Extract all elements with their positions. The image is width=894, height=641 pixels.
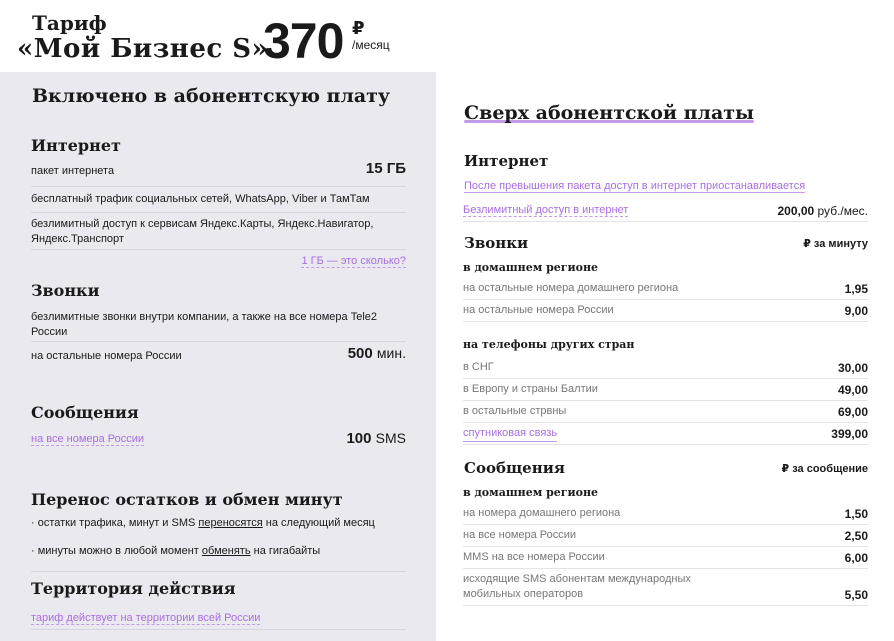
tariff-label: Тариф [32, 11, 107, 35]
calls-home-subtitle: в домашнем регионе [463, 261, 599, 274]
internet-package-value: 15 ГБ [365, 160, 406, 177]
transfer-line-1-text: · остатки трафика, минут и SMS [31, 517, 199, 529]
calls-russia-row [31, 345, 406, 371]
calls-unit-label: ₽ за минуту [803, 238, 868, 250]
price-row-label[interactable]: спутниковая связь [463, 426, 557, 442]
internet-package-row [31, 160, 406, 187]
price-value: 370 [263, 13, 344, 69]
transfer-line-2-tail: на гигабайты [250, 545, 321, 557]
calls-foreign-subtitle: на телефоны других стран [463, 338, 635, 351]
after-limit-link[interactable]: После превышения пакета доступ в интернет приостанавливается [464, 180, 806, 192]
yandex-unlimited-row [31, 217, 406, 250]
internet-package-label: пакет интернета [31, 165, 115, 177]
unlimited-price: 200,00 [777, 204, 815, 218]
price-row-label: в Европу и страны Балтии [463, 383, 598, 395]
yandex-unlimited-label: безлимитный доступ к сервисам Яндекс.Карты, Яндекс.Навигатор, Яндекс.Транспорт [31, 218, 374, 245]
territory-link[interactable]: тариф действует на территории всей России [31, 612, 261, 624]
calls-russia-label: на остальные номера России [31, 350, 182, 362]
extra-internet-title: Интернет [464, 152, 549, 170]
price-row-label: на номера домашнего региона [463, 507, 621, 519]
included-title: Включено в абонентскую плату [32, 85, 391, 107]
included-messages-title: Сообщения [31, 403, 139, 422]
price-row-value: 69,00 [837, 405, 868, 419]
price-row [463, 572, 868, 606]
extra-calls-title: Звонки [464, 234, 529, 252]
calls-minutes-unit: мин. [376, 345, 406, 361]
unlimited-internet-row [463, 203, 868, 222]
transfer-line-2-text: · минуты можно в любой момент [31, 545, 202, 557]
included-panel [0, 72, 436, 641]
sms-number: 100 [346, 430, 372, 447]
price-row-value: 6,00 [844, 551, 868, 565]
included-internet-title: Интернет [31, 136, 121, 155]
transfer-line-1-tail: на следующий месяц [262, 517, 375, 529]
price-row-label: на остальные номера России [463, 304, 614, 316]
unlimited-internet-value [777, 204, 868, 219]
sms-unit: SMS [375, 430, 406, 446]
price-row-value: 30,00 [837, 361, 868, 375]
price-row-value: 399,00 [831, 427, 868, 441]
after-limit-link-wrap [464, 180, 805, 192]
price-row-value: 2,50 [844, 529, 868, 543]
extra-messages-title: Сообщения [464, 459, 565, 477]
price-row-label: на все номера России [463, 529, 577, 541]
tariff-name: «Мой Бизнес S» [17, 34, 269, 64]
extra-title [464, 102, 754, 124]
tele2-unlimited-label: безлимитные звонки внутри компании, а также на все номера Tele2 России [31, 311, 378, 338]
price-period: /месяц [352, 38, 390, 52]
price-row-value: 1,95 [844, 282, 868, 296]
tariff-header [0, 0, 894, 72]
messages-home-subtitle: в домашнем регионе [463, 486, 599, 499]
tele2-unlimited-row [31, 310, 406, 342]
divider [31, 571, 406, 572]
price-row-value: 49,00 [837, 383, 868, 397]
social-traffic-label: бесплатный трафик социальных сетей, WhatsApp, Viber и ТамТам [31, 193, 370, 205]
price-row-value: 9,00 [844, 304, 868, 318]
price-row [463, 404, 868, 423]
calls-russia-value [348, 346, 406, 361]
price-row [463, 281, 868, 300]
price-row [463, 506, 868, 525]
territory-link-wrap [31, 612, 260, 624]
price-row [463, 550, 868, 569]
rollover-link[interactable]: переносятся [198, 517, 263, 529]
gb-help-link[interactable]: 1 ГБ — это сколько? [301, 255, 406, 267]
unlimited-unit: руб./мес. [817, 204, 868, 218]
exchange-link[interactable]: обменять [201, 545, 251, 557]
price-row-label: MMS на все номера России [463, 551, 605, 563]
price-row-label: исходящие SMS абонентам международных мобильных операторов [463, 573, 691, 600]
extra-title-text: Сверх абонентской платы [464, 102, 755, 124]
messages-unit-label: ₽ за сообщение [781, 463, 868, 475]
sms-russia-link[interactable]: на все номера России [31, 433, 145, 445]
price-row [463, 528, 868, 547]
price-row [463, 360, 868, 379]
gb-help-link-wrap [301, 255, 406, 267]
included-calls-title: Звонки [31, 281, 100, 300]
price-row [463, 382, 868, 401]
transfer-line-2 [31, 545, 320, 557]
unlimited-internet-link[interactable]: Безлимитный доступ в интернет [463, 204, 629, 216]
currency-sign: ₽ [352, 18, 365, 38]
sms-russia-value [346, 430, 406, 447]
social-traffic-row [31, 192, 406, 213]
transfer-line-1 [31, 517, 375, 529]
price-row-label: на остальные номера домашнего региона [463, 282, 679, 294]
price-row-label: в остальные стрвны [463, 405, 567, 417]
price-row [463, 303, 868, 322]
sms-russia-link-wrap [31, 433, 144, 445]
price-row-value: 5,50 [844, 588, 868, 602]
transfer-title: Перенос остатков и обмен минут [31, 490, 343, 509]
price-row [463, 426, 868, 445]
price-row-label: в СНГ [463, 361, 494, 373]
territory-title: Территория действия [31, 579, 236, 598]
price-row-value: 1,50 [844, 507, 868, 521]
extra-panel [436, 72, 894, 641]
calls-minutes-number: 500 [347, 345, 373, 362]
divider [31, 629, 406, 630]
